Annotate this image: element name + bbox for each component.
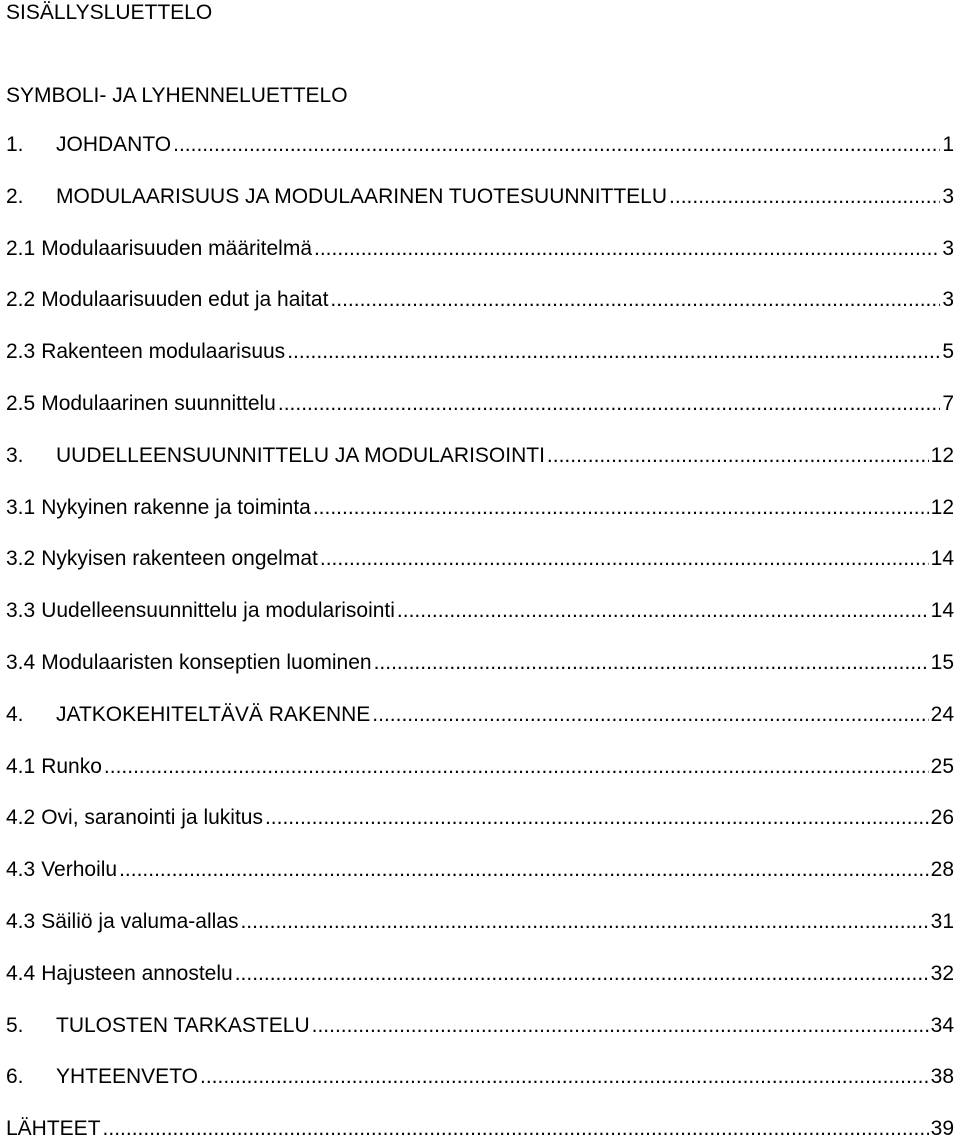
toc-entry-number: 3.4 [6, 651, 36, 674]
toc-dot-leader [314, 236, 940, 262]
toc-dot-leader [374, 650, 929, 676]
toc-entry[interactable] [6, 443, 954, 469]
toc-entry-number: 4.4 [6, 962, 36, 985]
toc-entry-page: 15 [930, 651, 954, 674]
toc-entry-title: Modulaarisuuden määritelmä [41, 237, 313, 260]
toc-entry-number: 2.3 [6, 340, 36, 363]
toc-entry-title: Nykyisen rakenteen ongelmat [41, 547, 318, 570]
toc-dot-leader [372, 702, 928, 728]
toc-entry-page: 28 [930, 858, 954, 881]
toc-entry[interactable] [6, 1116, 954, 1142]
toc-entry[interactable] [6, 598, 954, 624]
toc-entry[interactable] [6, 857, 954, 883]
toc-entry-title: Hajusteen annostelu [41, 962, 233, 985]
toc-entry-title: Modulaarinen suunnittelu [41, 392, 276, 415]
toc-entry-title: Nykyinen rakenne ja toiminta [41, 496, 311, 519]
toc-dot-leader [312, 1013, 929, 1039]
toc-dot-leader [287, 339, 940, 365]
toc-entry-number: 3.3 [6, 599, 36, 622]
toc-entry[interactable] [6, 961, 954, 987]
toc-dot-leader [173, 132, 940, 158]
toc-entry[interactable] [6, 339, 954, 365]
toc-entry-number: 4.2 [6, 806, 36, 829]
toc-entry[interactable] [6, 391, 954, 417]
toc-entry-number: 2.2 [6, 288, 36, 311]
toc-entry-title: UUDELLEENSUUNNITTELU JA MODULARISOINTI [56, 444, 545, 467]
toc-entry-page: 5 [942, 340, 954, 363]
toc-entry-number: 3.1 [6, 496, 36, 519]
toc-entry-page: 31 [930, 910, 954, 933]
toc-dot-leader [200, 1064, 929, 1090]
toc-entry[interactable] [6, 132, 954, 158]
toc-entry-number: 3. [6, 444, 24, 467]
toc-entry[interactable] [6, 184, 954, 210]
toc-entry-page: 26 [930, 806, 954, 829]
toc-entry-title: Modulaarisuuden edut ja haitat [41, 288, 329, 311]
toc-entry-title: Runko [41, 755, 102, 778]
toc-entry-number: 1. [6, 133, 24, 156]
toc-entry-number: 5. [6, 1014, 24, 1037]
toc-entry-number: 4. [6, 703, 24, 726]
toc-entry[interactable] [6, 1013, 954, 1039]
toc-entry-number: 4.1 [6, 755, 36, 778]
toc-entry-page: 1 [942, 133, 954, 156]
toc-entry-page: 7 [942, 392, 954, 415]
toc-entry-title: YHTEENVETO [56, 1065, 198, 1088]
toc-entry-number: 2.1 [6, 237, 36, 260]
toc-entry-number: 4.3 [6, 910, 36, 933]
toc-dot-leader [235, 961, 929, 987]
toc-dot-leader [397, 598, 929, 624]
toc-entry-title: MODULAARISUUS JA MODULAARINEN TUOTESUUNNITTELU [56, 185, 668, 208]
toc-entry-page: 34 [930, 1014, 954, 1037]
symbols-heading: SYMBOLI- JA LYHENNELUETTELO [6, 84, 348, 107]
toc-entry-number: 4.3 [6, 858, 36, 881]
toc-entry[interactable] [6, 805, 954, 831]
toc-entry-title: LÄHTEET [6, 1117, 101, 1140]
toc-entry-page: 25 [930, 755, 954, 778]
toc-entry-title: JOHDANTO [56, 133, 172, 156]
toc-dot-leader [265, 805, 929, 831]
toc-heading: SISÄLLYSLUETTELO [6, 1, 213, 24]
toc-dot-leader [103, 1116, 929, 1142]
toc-dot-leader [119, 857, 929, 883]
toc-entry[interactable] [6, 1064, 954, 1090]
toc-entry-title: Ovi, saranointi ja lukitus [41, 806, 263, 829]
toc-entry-number: 3.2 [6, 547, 36, 570]
toc-entry[interactable] [6, 287, 954, 313]
toc-entry-title: Verhoilu [41, 858, 118, 881]
toc-entry-title: Uudelleensuunnittelu ja modularisointi [41, 599, 395, 622]
toc-entry-page: 14 [930, 599, 954, 622]
toc-dot-leader [104, 754, 929, 780]
toc-entry-title: TULOSTEN TARKASTELU [56, 1014, 310, 1037]
toc-entry-title: Säiliö ja valuma-allas [41, 910, 239, 933]
toc-entry[interactable] [6, 650, 954, 676]
toc-entry-number: 6. [6, 1065, 24, 1088]
toc-entry-page: 3 [942, 288, 954, 311]
toc-entry[interactable] [6, 236, 954, 262]
toc-dot-leader [669, 184, 940, 210]
toc-entry-page: 12 [930, 444, 954, 467]
toc-dot-leader [320, 546, 929, 572]
toc-entry-title: Modulaaristen konseptien luominen [41, 651, 372, 674]
toc-entry-title: Rakenteen modulaarisuus [41, 340, 286, 363]
toc-entry-page: 39 [930, 1117, 954, 1140]
toc-entry-page: 32 [930, 962, 954, 985]
toc-entry[interactable] [6, 909, 954, 935]
toc-entry-number: 2. [6, 185, 24, 208]
toc-entry[interactable] [6, 495, 954, 521]
toc-entry[interactable] [6, 754, 954, 780]
toc-dot-leader [330, 287, 940, 313]
toc-dot-leader [240, 909, 928, 935]
toc-dot-leader [547, 443, 929, 469]
toc-entry-page: 24 [930, 703, 954, 726]
toc-entry[interactable] [6, 702, 954, 728]
toc-dot-leader [278, 391, 940, 417]
toc-entry-page: 3 [942, 237, 954, 260]
toc-entry-number: 2.5 [6, 392, 36, 415]
toc-entry[interactable] [6, 546, 954, 572]
toc-entry-page: 38 [930, 1065, 954, 1088]
toc-entry-page: 14 [930, 547, 954, 570]
toc-dot-leader [313, 495, 929, 521]
toc-entry-title: JATKOKEHITELTÄVÄ RAKENNE [56, 703, 371, 726]
toc-entry-page: 12 [930, 496, 954, 519]
toc-entry-page: 3 [942, 185, 954, 208]
